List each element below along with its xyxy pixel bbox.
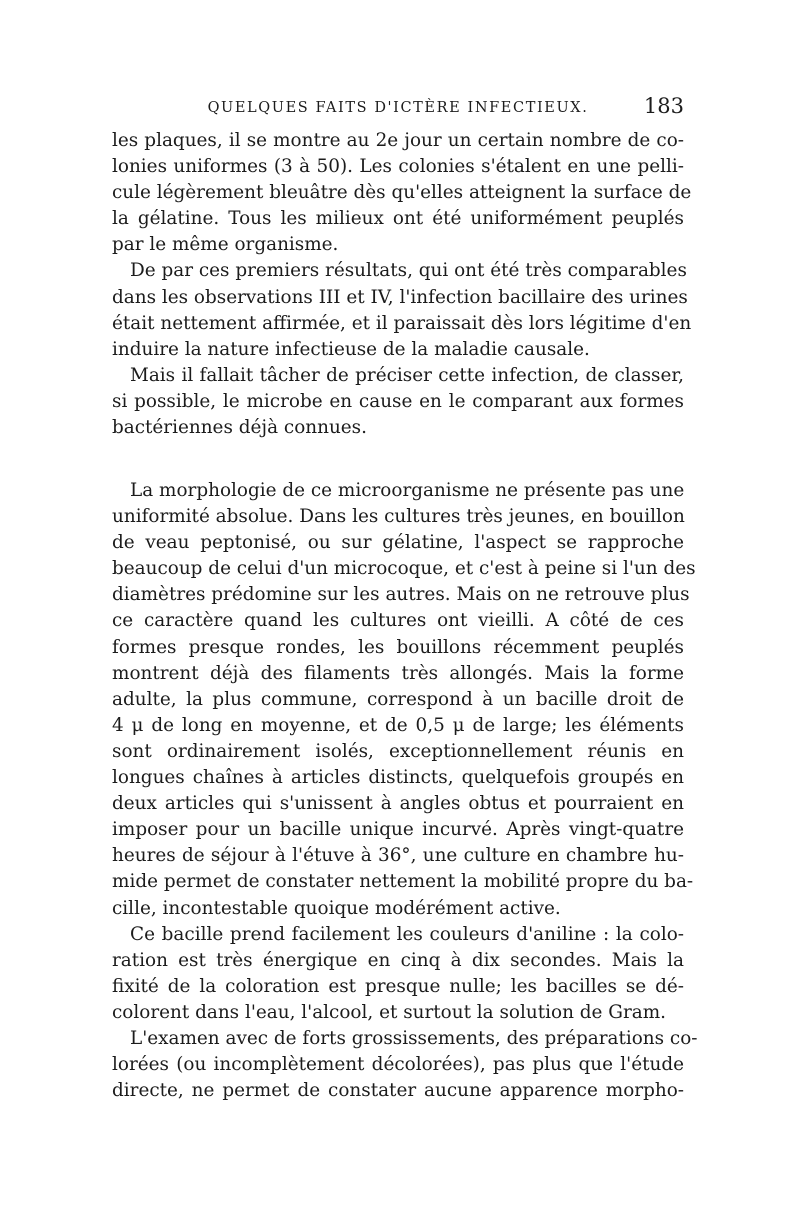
text-line: lonies uniformes (3 à 50). Les colonies s'étalent en une pelli- (112, 156, 684, 178)
text-line: mide permet de constater nettement la mobilité propre du ba- (112, 871, 694, 893)
text-line: adulte, la plus commune, correspond à un bacille droit de (112, 688, 684, 710)
text-line: deux articles qui s'unissent à angles obtus et pourraient en (112, 793, 684, 815)
text-line: dans les observations III et IV, l'infection bacillaire des urines (112, 286, 688, 308)
text-line: par le même organisme. (112, 234, 339, 256)
running-title: QUELQUES FAITS D'ICTÈRE INFECTIEUX. (207, 100, 589, 116)
text-line: heures de séjour à l'étuve à 36°, une culture en chambre hu- (112, 845, 684, 867)
text-line: cule légèrement bleuâtre dès qu'elles atteignent la surface de (112, 182, 692, 204)
text-line: lorées (ou incomplètement décolorées), pas plus que l'étude (112, 1054, 684, 1076)
page-number: 183 (643, 94, 684, 118)
running-header (112, 86, 684, 126)
text-line: si possible, le microbe en cause en le comparant aux formes (112, 390, 684, 412)
text-line: Mais il fallait tâcher de préciser cette infection, de classer, (130, 364, 684, 386)
text-line: induire la nature infectieuse de la maladie causale. (112, 338, 590, 360)
text-line: bactériennes déjà connues. (112, 417, 367, 439)
text-line: L'examen avec de forts grossissements, des préparations co- (130, 1027, 698, 1049)
text-line: De par ces premiers résultats, qui ont été très comparables (130, 260, 687, 282)
text-line: 4 μ de long en moyenne, et de 0,5 μ de large; les éléments (112, 714, 684, 736)
text-line: les plaques, il se montre au 2e jour un certain nombre de co- (112, 130, 684, 151)
text-line: sont ordinairement isolés, exceptionnellement réunis en (112, 740, 684, 762)
text-line: cille, incontestable quoique modérément active. (112, 897, 561, 919)
text-line: La morphologie de ce microorganisme ne présente pas une (130, 480, 685, 501)
text-block-1 (112, 128, 692, 441)
text-line: beaucoup de celui d'un microcoque, et c'est à peine si l'un des (112, 558, 696, 580)
text-line: ce caractère quand les cultures ont vieilli. A côté de ces (112, 610, 684, 632)
text-line: était nettement affirmée, et il paraissait dès lors légitime d'en (112, 312, 692, 334)
text-line: ration est très énergique en cinq à dix secondes. Mais la (112, 949, 684, 971)
text-line: directe, ne permet de constater aucune apparence morpho- (112, 1080, 684, 1102)
text-block-2 (112, 478, 698, 1104)
text-line: longues chaînes à articles distincts, quelquefois groupés en (112, 767, 684, 789)
text-line: colorent dans l'eau, l'alcool, et surtout la solution de Gram. (112, 1001, 667, 1023)
text-line: formes presque rondes, les bouillons récemment peuplés (112, 636, 684, 658)
text-line: Ce bacille prend facilement les couleurs d'aniline : la colo- (130, 923, 684, 945)
text-line: montrent déjà des filaments très allongés. Mais la forme (112, 662, 684, 684)
text-line: imposer pour un bacille unique incurvé. Après vingt-quatre (112, 819, 684, 841)
text-line: de veau peptonisé, ou sur gélatine, l'aspect se rapproche (112, 532, 684, 554)
text-line: fixité de la coloration est presque nulle; les bacilles se dé- (112, 975, 684, 997)
text-line: uniformité absolue. Dans les cultures très jeunes, en bouillon (112, 506, 685, 528)
text-line: la gélatine. Tous les milieux ont été uniformément peuplés (112, 208, 684, 230)
text-line: diamètres prédomine sur les autres. Mais on ne retrouve plus (112, 584, 690, 606)
